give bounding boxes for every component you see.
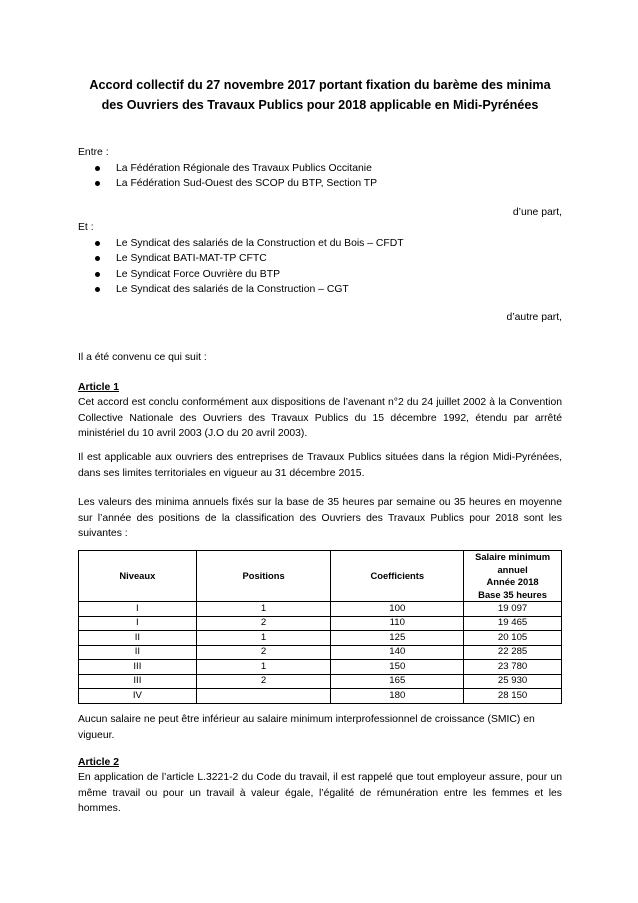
list-item: Le Syndicat BATI-MAT-TP CFTC xyxy=(78,251,562,267)
table-header-row xyxy=(79,551,562,602)
cell-coefficient: 125 xyxy=(331,631,464,646)
cell-niveau: III xyxy=(79,674,197,689)
cell-position: 1 xyxy=(196,660,331,675)
entre-list xyxy=(78,161,562,192)
list-item: La Fédération Sud-Ouest des SCOP du BTP, Section TP xyxy=(78,176,562,192)
cell-niveau: II xyxy=(79,631,197,646)
article-1-paragraph-3: Les valeurs des minima annuels fixés sur la base de 35 heures par semaine ou 35 heures en moyenne sur l’année des positions de la classification des Ouvriers des Travaux Publics pour 2018 sont les suivantes : xyxy=(78,497,562,539)
table-row xyxy=(79,631,562,646)
bullet-icon xyxy=(95,272,100,277)
table-row xyxy=(79,645,562,660)
bullet-icon xyxy=(95,166,100,171)
parties-first xyxy=(78,145,562,192)
bullet-icon xyxy=(95,256,100,261)
cell-position xyxy=(196,689,331,704)
entre-label: Entre : xyxy=(78,147,109,158)
article-1-paragraph-2: Il est applicable aux ouvriers des entreprises de Travaux Publics situées dans la région Midi-Pyrénées, dans ses limites territoriales en vigueur au 31 décembre 2015. xyxy=(78,452,562,479)
cell-position: 1 xyxy=(196,602,331,617)
cell-salaire: 19 465 xyxy=(464,616,562,631)
cell-salaire: 23 780 xyxy=(464,660,562,675)
table-row xyxy=(79,602,562,617)
header-positions: Positions xyxy=(196,551,331,602)
cell-coefficient: 150 xyxy=(331,660,464,675)
cell-coefficient: 140 xyxy=(331,645,464,660)
table-row xyxy=(79,616,562,631)
cell-niveau: III xyxy=(79,660,197,675)
header-niveaux: Niveaux xyxy=(79,551,197,602)
intro-text: Il a été convenu ce qui suit : xyxy=(78,352,207,363)
et-label: Et : xyxy=(78,222,94,233)
article-2-heading: Article 2 xyxy=(78,757,120,768)
cell-salaire: 28 150 xyxy=(464,689,562,704)
list-item: Le Syndicat des salariés de la Construction et du Bois – CFDT xyxy=(78,236,562,252)
cell-coefficient: 165 xyxy=(331,674,464,689)
cell-niveau: I xyxy=(79,602,197,617)
table-row xyxy=(79,674,562,689)
cell-coefficient: 100 xyxy=(331,602,464,617)
cell-position: 2 xyxy=(196,674,331,689)
bullet-icon xyxy=(95,287,100,292)
une-part: d’une part, xyxy=(512,207,562,218)
cell-niveau: I xyxy=(79,616,197,631)
parties-second xyxy=(78,220,562,298)
cell-salaire: 19 097 xyxy=(464,602,562,617)
header-coefficients: Coefficients xyxy=(331,551,464,602)
table-row xyxy=(79,689,562,704)
bullet-icon xyxy=(95,181,100,186)
article-1-heading: Article 1 xyxy=(78,382,120,393)
cell-salaire: 25 930 xyxy=(464,674,562,689)
list-item: Le Syndicat des salariés de la Construction – CGT xyxy=(78,282,562,298)
cell-salaire: 22 285 xyxy=(464,645,562,660)
title-line-2: des Ouvriers des Travaux Publics pour 2018 applicable en Midi-Pyrénées xyxy=(101,98,539,112)
cell-coefficient: 110 xyxy=(331,616,464,631)
title-line-1: Accord collectif du 27 novembre 2017 portant fixation du barème des minima xyxy=(89,78,551,92)
table-row xyxy=(79,660,562,675)
et-list xyxy=(78,236,562,298)
minima-table xyxy=(78,550,562,704)
cell-position: 2 xyxy=(196,645,331,660)
cell-coefficient: 180 xyxy=(331,689,464,704)
cell-niveau: II xyxy=(79,645,197,660)
cell-position: 1 xyxy=(196,631,331,646)
article-2-paragraph-1: En application de l’article L.3221-2 du Code du travail, il est rappelé que tout employeur assure, pour un même travail ou pour un travail à valeur égale, l’égalité de rémunération entre les femmes et les hommes. xyxy=(78,772,562,814)
list-item: Le Syndicat Force Ouvrière du BTP xyxy=(78,267,562,283)
smic-note: Aucun salaire ne peut être inférieur au salaire minimum interprofessionnel de croissance (SMIC) en vigueur. xyxy=(78,714,535,741)
bullet-icon xyxy=(95,241,100,246)
article-1-paragraph-1: Cet accord est conclu conformément aux dispositions de l’avenant n°2 du 24 juillet 2002 à la Convention Collective Nationale des Ouvriers des Travaux Publics du 15 décembre 1992, étendu par arrêté ministériel du 10 avril 2003 (J.O du 20 avril 2003). xyxy=(78,397,562,439)
document-title xyxy=(78,75,562,115)
list-item: La Fédération Régionale des Travaux Publics Occitanie xyxy=(78,161,562,177)
cell-niveau: IV xyxy=(79,689,197,704)
cell-position: 2 xyxy=(196,616,331,631)
header-salaire: Salaire minimum annuel Année 2018 Base 35 heures xyxy=(464,551,562,602)
autre-part: d’autre part, xyxy=(506,312,562,323)
cell-salaire: 20 105 xyxy=(464,631,562,646)
